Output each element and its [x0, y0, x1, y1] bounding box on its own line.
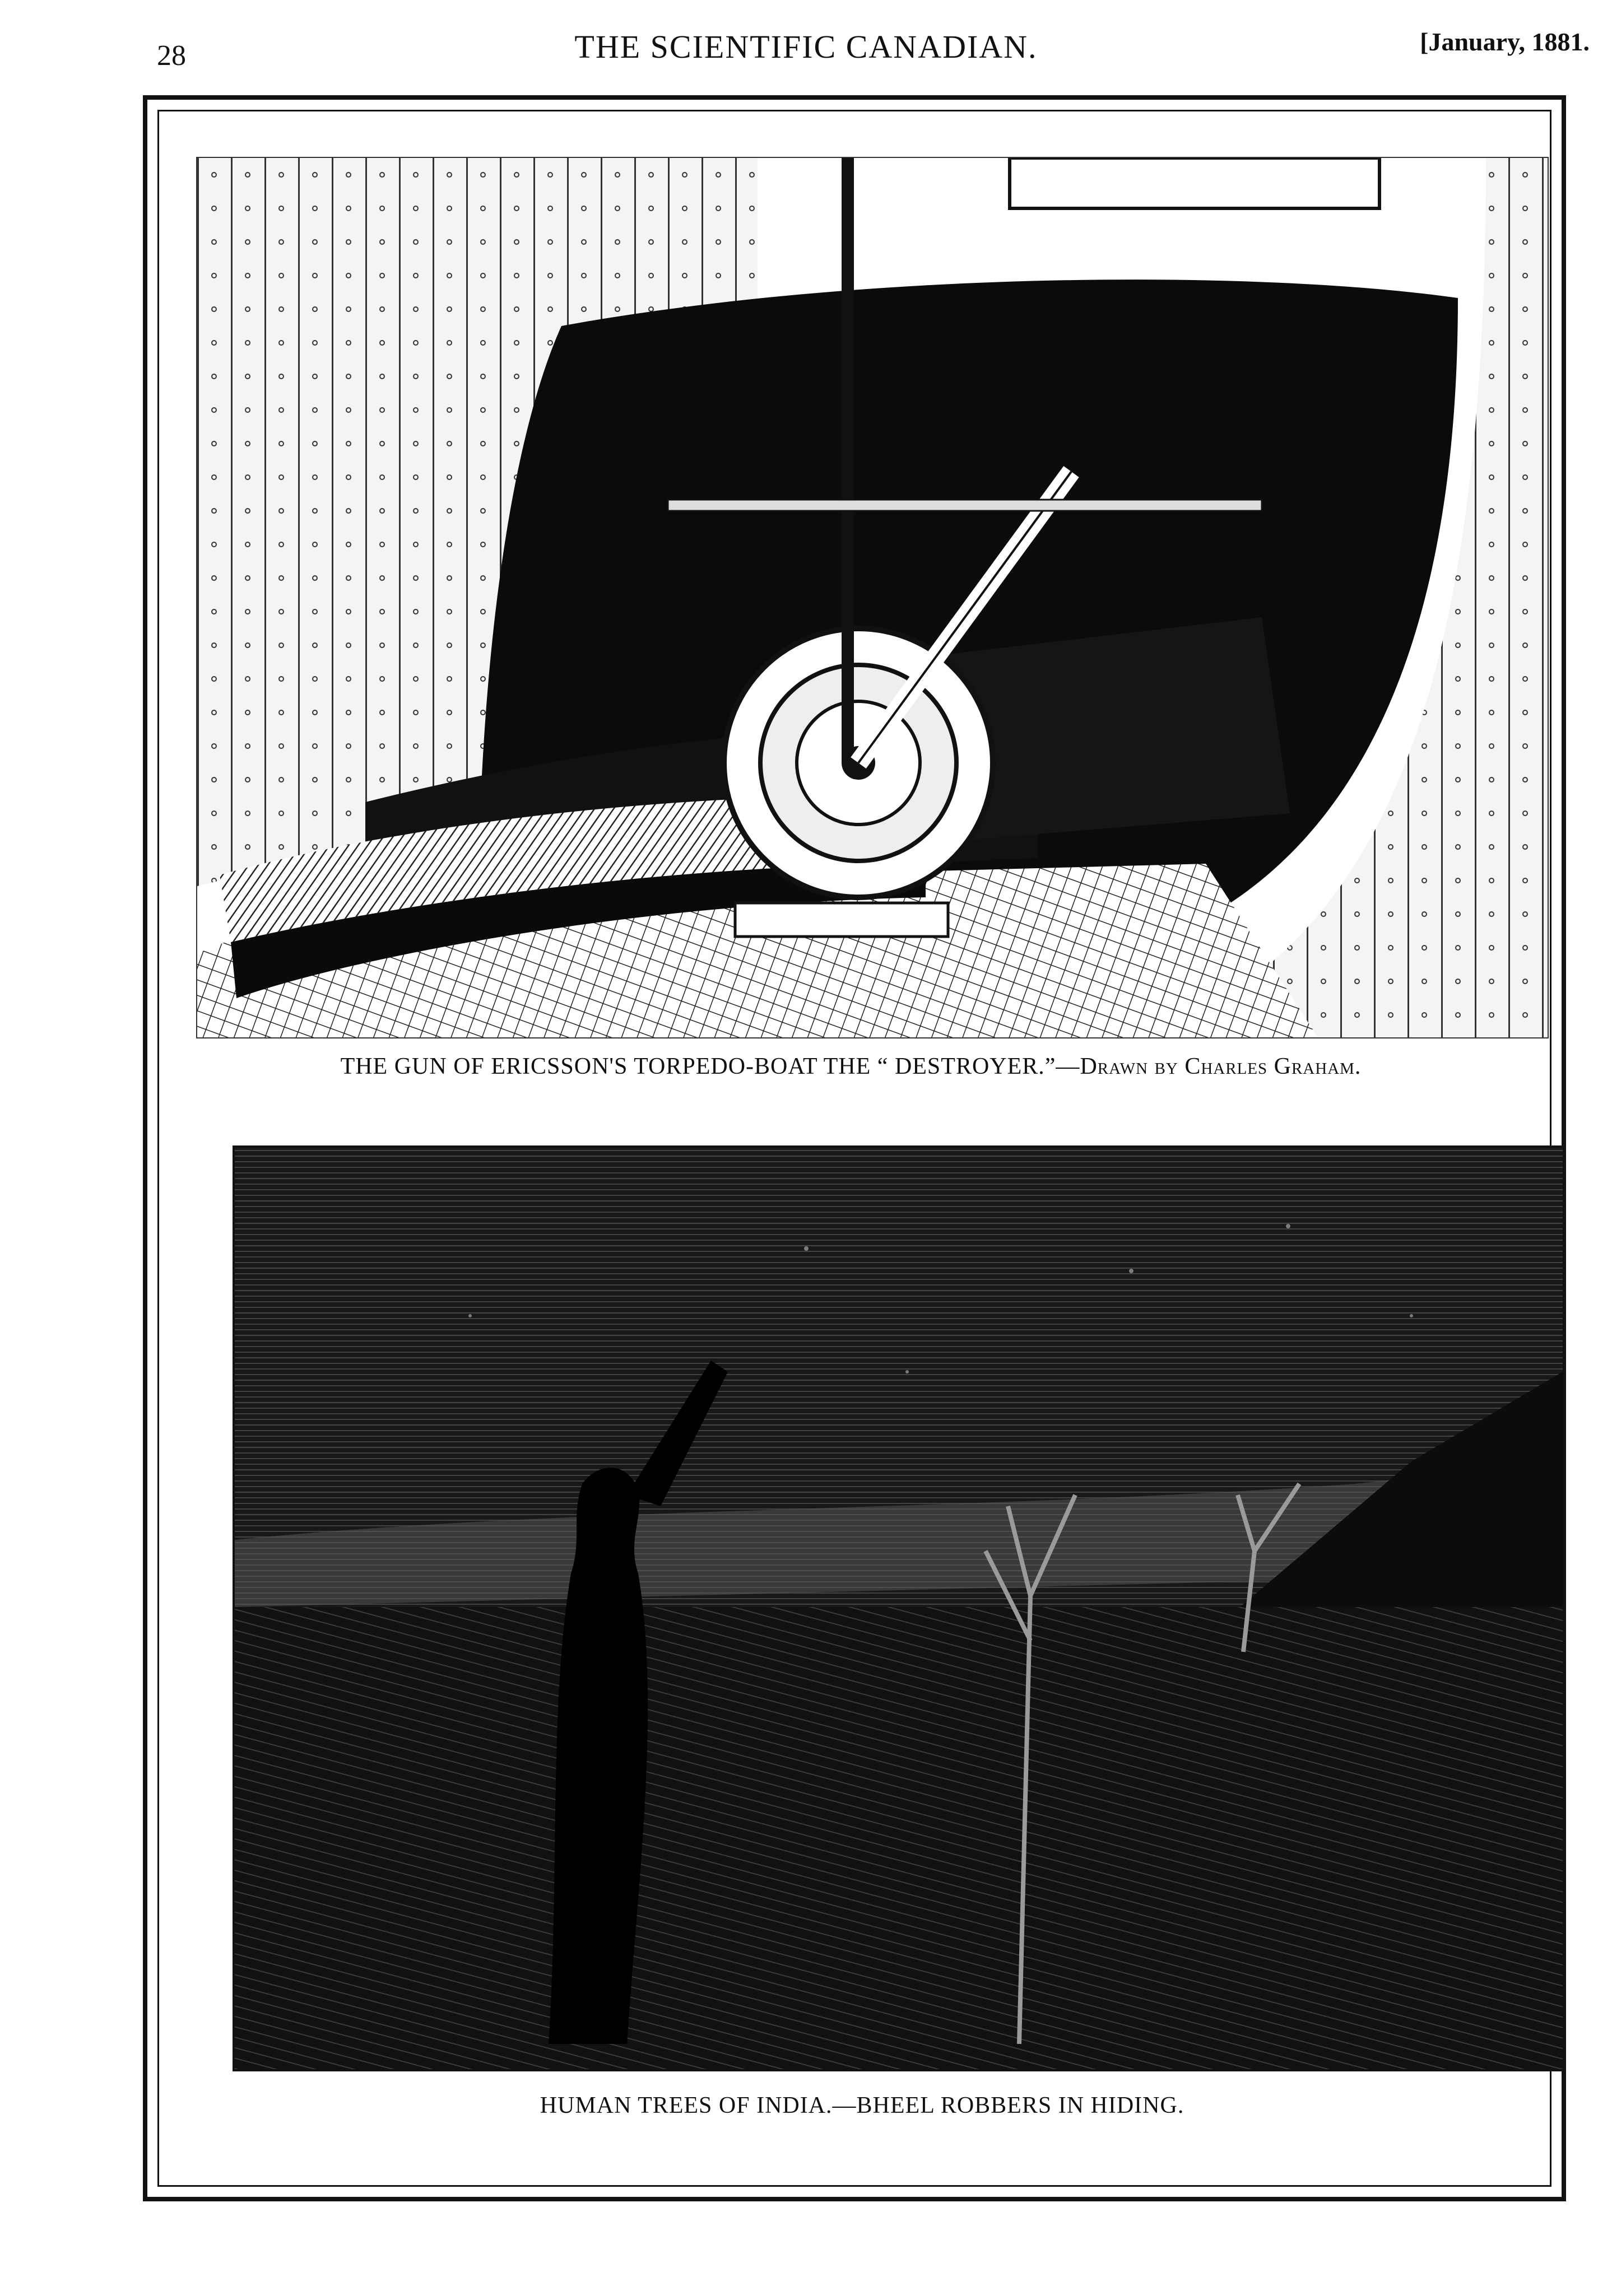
caption-credit: Drawn by Charles Graham. [1080, 1054, 1362, 1079]
bheel-robbers-engraving [233, 1145, 1565, 2071]
issue-date: [January, 1881. [1420, 27, 1590, 56]
caption-main: THE GUN OF ERICSSON'S TORPEDO-BOAT THE “ DESTROYER.”— [340, 1054, 1080, 1079]
figure-caption-bheel-robbers: HUMAN TREES OF INDIA.—BHEEL ROBBERS IN HIDING. [540, 2093, 1184, 2118]
page-number: 28 [157, 40, 186, 72]
publication-title: THE SCIENTIFIC CANADIAN. [574, 29, 1038, 65]
torpedo-boat-gun-engraving [196, 157, 1549, 1038]
figure-caption-torpedo-boat [45, 1053, 1612, 1080]
